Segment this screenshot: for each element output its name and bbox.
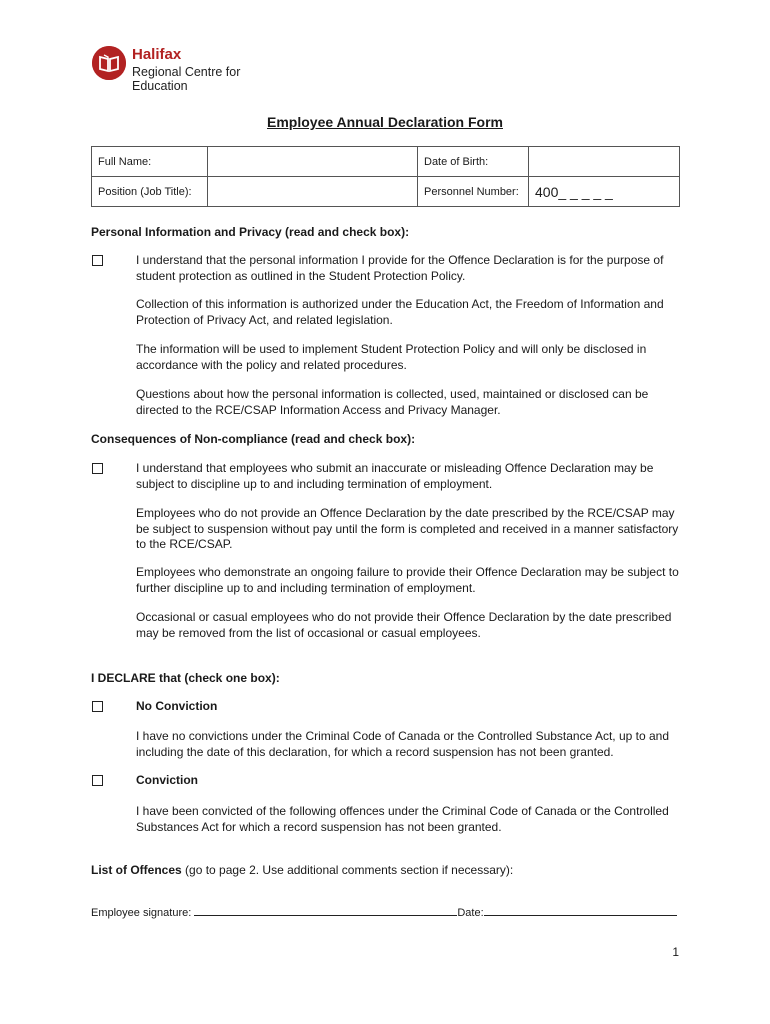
page-number: 1 — [672, 945, 679, 959]
consequences-paragraph-1: I understand that employees who submit an inaccurate or misleading Offence Declaration may be subject to discipline up to and including termination of employment. — [136, 461, 654, 491]
signature-row — [91, 905, 681, 919]
position-field[interactable] — [208, 177, 418, 207]
privacy-heading: Personal Information and Privacy (read and check box): — [91, 225, 410, 239]
personnel-number-field[interactable]: 400_ _ _ _ _ — [529, 177, 680, 207]
declare-heading: I DECLARE that (check one box): — [91, 671, 280, 685]
logo-name: Halifax — [132, 46, 182, 63]
personnel-number-label: Personnel Number: — [418, 177, 529, 207]
conviction-checkbox[interactable] — [92, 775, 103, 786]
consequences-checkbox[interactable] — [92, 463, 103, 474]
privacy-paragraph-4: Questions about how the personal information is collected, used, maintained or disclosed can be directed to the RCE/CSAP Information Access and Privacy Manager. — [136, 387, 649, 417]
conviction-text: I have been convicted of the following offences under the Criminal Code of Canada or the Controlled Substances Act for which a record suspension has not been granted. — [136, 804, 669, 834]
date-field[interactable] — [484, 905, 677, 916]
privacy-paragraph-2: Collection of this information is authorized under the Education Act, the Freedom of Information and Protection of Privacy Act, and related legislation. — [136, 297, 664, 327]
position-label: Position (Job Title): — [92, 177, 208, 207]
consequences-heading: Consequences of Non-compliance (read and check box): — [91, 432, 416, 446]
list-of-offences-label: List of Offences — [91, 863, 182, 877]
conviction-label: Conviction — [136, 773, 198, 787]
full-name-field[interactable] — [208, 147, 418, 177]
employee-info-table — [91, 146, 680, 207]
consequences-paragraph-4: Occasional or casual employees who do not provide their Offence Declaration by the date prescribed may be removed from the list of occasional or casual employees. — [136, 610, 672, 640]
form-title: Employee Annual Declaration Form — [267, 114, 503, 130]
full-name-label: Full Name: — [92, 147, 208, 177]
signature-field[interactable] — [194, 905, 457, 916]
date-of-birth-label: Date of Birth: — [418, 147, 529, 177]
no-conviction-text: I have no convictions under the Criminal Code of Canada or the Controlled Substance Act, up to and including the date of this declaration, for which a record suspension has not been granted. — [136, 729, 669, 759]
list-of-offences-note: (go to page 2. Use additional comments section if necessary): — [181, 863, 514, 877]
consequences-paragraph-2: Employees who do not provide an Offence Declaration by the date prescribed by the RCE/CSAP may be subject to suspension without pay until the form is completed and received in a manner satisfactory to the RCE/CSAP. — [136, 506, 679, 551]
privacy-paragraph-1: I understand that the personal information I provide for the Offence Declaration is for the purpose of student protection as outlined in the Student Protection Policy. — [136, 253, 664, 283]
open-book-icon — [92, 46, 126, 80]
no-conviction-label: No Conviction — [136, 699, 218, 713]
no-conviction-checkbox[interactable] — [92, 701, 103, 712]
logo-subtitle: Regional Centre for Education — [132, 65, 241, 93]
signature-label: Employee signature: — [91, 907, 192, 919]
date-label: Date: — [457, 907, 484, 919]
date-of-birth-field[interactable] — [529, 147, 680, 177]
logo — [92, 46, 292, 93]
privacy-paragraph-3: The information will be used to implement Student Protection Policy and will only be disclosed in accordance with the policy and related procedures. — [136, 342, 647, 372]
list-of-offences — [91, 863, 513, 877]
privacy-checkbox[interactable] — [92, 255, 103, 266]
consequences-paragraph-3: Employees who demonstrate an ongoing failure to provide their Offence Declaration may be subject to further discipline up to and including termination of employment. — [136, 565, 679, 595]
